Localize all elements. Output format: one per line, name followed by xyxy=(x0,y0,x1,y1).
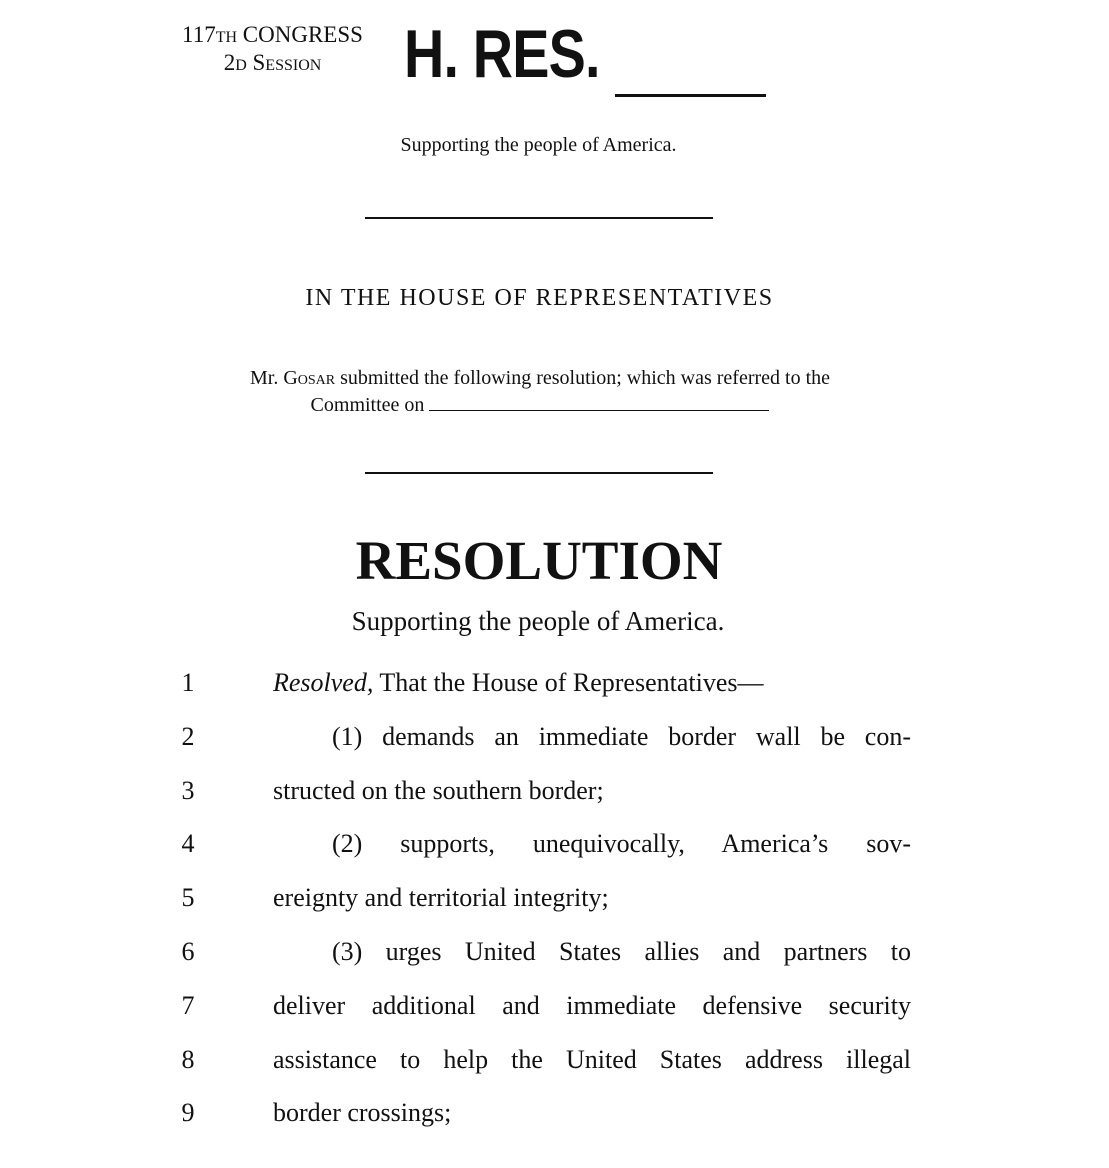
body-line xyxy=(0,768,1109,822)
line-number: 8 xyxy=(181,1044,195,1074)
line-text: structed on the southern border; xyxy=(273,775,604,805)
line-number: 3 xyxy=(181,775,195,805)
line-text: (3) urges United States allies and partners to xyxy=(332,936,911,966)
congress-line xyxy=(165,22,380,50)
line-text-content: That the House of Representatives— xyxy=(373,668,764,697)
line-number: 2 xyxy=(181,721,195,751)
body-line xyxy=(0,714,1109,768)
line-text: (2) supports, unequivocally, America’s sov- xyxy=(332,829,911,859)
line-text: assistance to help the United States address illegal xyxy=(273,1044,911,1074)
submission-line-1 xyxy=(190,365,890,392)
resolved-clause: Resolved, xyxy=(273,668,374,697)
resolution-subtitle: Supporting the people of America. xyxy=(351,606,725,636)
bill-number-blank xyxy=(615,94,766,97)
line-number: 7 xyxy=(181,990,195,1020)
line-text: ereignty and territorial integrity; xyxy=(273,883,609,913)
body-line xyxy=(0,983,1109,1037)
bill-type-heading: H. RES. xyxy=(404,16,600,92)
body-line xyxy=(0,875,1109,929)
short-title: Supporting the people of America. xyxy=(400,134,677,156)
body-line xyxy=(0,1037,1109,1091)
session-word: Session xyxy=(252,50,322,75)
body-line xyxy=(0,929,1109,983)
resolution-body xyxy=(0,660,1109,1144)
session-suffix: D xyxy=(235,57,247,74)
line-number: 1 xyxy=(181,668,195,697)
body-line xyxy=(0,660,1109,714)
submission-line-2 xyxy=(190,392,890,419)
submission-statement xyxy=(190,365,890,419)
body-line xyxy=(0,821,1109,875)
submission-text: submitted the following resolution; which was referred to the xyxy=(340,367,831,389)
line-text: border crossings; xyxy=(273,1098,452,1128)
line-number: 6 xyxy=(181,936,195,966)
sponsor-name: Gosar xyxy=(283,367,336,389)
congress-number: 117 xyxy=(182,22,216,47)
line-number: 9 xyxy=(181,1098,195,1128)
committee-blank xyxy=(429,396,769,411)
line-text: deliver additional and immediate defensive security xyxy=(273,990,911,1020)
line-number: 5 xyxy=(181,883,195,913)
body-line xyxy=(0,1090,1109,1144)
session-number: 2 xyxy=(223,50,236,75)
line-number: 4 xyxy=(181,829,195,859)
line-text xyxy=(273,666,911,700)
committee-label: Committee on xyxy=(310,394,425,416)
sponsor-prefix: Mr. xyxy=(249,367,279,389)
divider-bottom xyxy=(365,472,713,474)
congress-word: CONGRESS xyxy=(242,22,363,47)
divider-top xyxy=(365,217,713,219)
congress-session-block xyxy=(165,22,380,78)
house-heading: IN THE HOUSE OF REPRESENTATIVES xyxy=(305,285,774,311)
congress-suffix: TH xyxy=(215,29,238,46)
resolution-heading: RESOLUTION xyxy=(355,530,723,591)
line-text: (1) demands an immediate border wall be con- xyxy=(332,721,911,751)
session-line xyxy=(165,50,380,78)
